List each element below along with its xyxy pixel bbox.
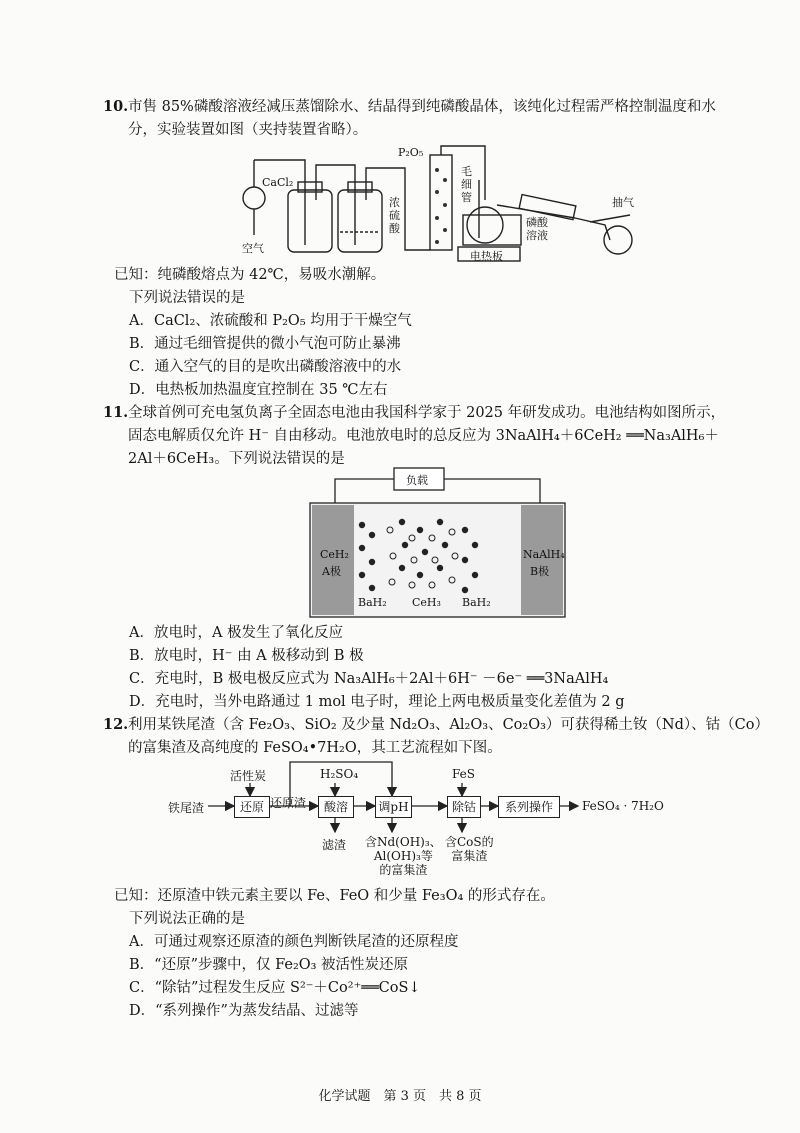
q12-option-d: D．“系列操作”为蒸发结晶、过滤等 (129, 1003, 359, 1019)
q10-stem-line1: 市售 85%磷酸溶液经减压蒸馏除水、结晶得到纯磷酸晶体，该纯化过程需严格控制温度和水 (128, 99, 716, 115)
q10-number: 10. (103, 98, 129, 115)
ceh3-label: CeH₃ (412, 596, 441, 609)
q10-option-c: C．通入空气的目的是吹出磷酸溶液中的水 (129, 359, 402, 375)
step-remove-cobalt-box: 除钴 (447, 796, 481, 818)
hotplate-label: 电热板 (470, 250, 503, 263)
pump-label: 抽气 (612, 196, 634, 209)
p2o5-label: P₂O₅ (398, 146, 424, 159)
bah2-left-label: BaH₂ (358, 596, 387, 609)
nd-enriched-slag-label: 含Nd(OH)₃、 Al(OH)₃等 的富集渣 (365, 835, 442, 877)
cos-enriched-slag-label: 含CoS的 富集渣 (445, 835, 494, 863)
q10-option-a: A．CaCl₂、浓硫酸和 P₂O₅ 均用于干燥空气 (129, 313, 412, 329)
q12-ask: 下列说法正确的是 (129, 911, 245, 927)
q12-option-a: A．可通过观察还原渣的颜色判断铁尾渣的还原程度 (129, 934, 459, 950)
q11-option-b: B．放电时，H⁻ 由 A 极移动到 B 极 (129, 648, 364, 664)
step-acid-dissolve-box: 酸溶 (318, 796, 354, 818)
phosphoric-solution-label: 磷酸 溶液 (526, 216, 548, 242)
q12-option-c: C．“除钴”过程发生反应 S²⁻＋Co²⁺══CoS↓ (129, 980, 421, 996)
q11-option-c: C．充电时，B 极电极反应式为 Na₃AlH₆＋2Al＋6H⁻ －6e⁻ ══3NaAlH₄ (129, 671, 609, 687)
q11-stem-line1: 全球首例可充电氢负离子全固态电池由我国科学家于 2025 年研发成功。电池结构如图所示， (128, 405, 726, 421)
step-adjust-ph-box: 调pH (375, 796, 412, 818)
step-series-ops-box: 系列操作 (498, 796, 560, 818)
product-label: FeSO₄ · 7H₂O (582, 799, 664, 813)
q12-stem-line2: 的富集渣及高纯度的 FeSO₄•7H₂O，其工艺流程如下图。 (128, 740, 502, 756)
electrode-b-label: B极 (530, 565, 550, 578)
filter-residue-label: 滤渣 (322, 838, 347, 852)
q11-option-d: D．充电时，当外电路通过 1 mol 电子时，理论上两电极质量变化差值为 2 g (129, 694, 625, 710)
load-label: 负载 (406, 474, 428, 487)
h2so4-label: H₂SO₄ (320, 767, 359, 781)
conc-h2so4-label: 浓 硫 酸 (389, 196, 400, 235)
capillary-label: 毛 细 管 (461, 165, 472, 204)
air-label: 空气 (242, 242, 264, 255)
q11-number: 11. (103, 404, 129, 421)
flow-start-label: 铁尾渣 (168, 801, 205, 815)
q12-stem-line1: 利用某铁尾渣（含 Fe₂O₃、SiO₂ 及少量 Nd₂O₃、Al₂O₃、Co₂O₃）可获得稀土钕（Nd）、钴（Co） (128, 717, 769, 733)
bah2-right-label: BaH₂ (462, 596, 491, 609)
electrode-a-label: A极 (322, 565, 341, 578)
q10-option-b: B．通过毛细管提供的微小气泡可防止暴沸 (129, 336, 401, 352)
q11-option-a: A．放电时，A 极发生了氧化反应 (129, 625, 344, 641)
cacl2-label: CaCl₂ (262, 176, 294, 189)
q10-ask: 下列说法错误的是 (129, 290, 245, 306)
page-footer: 化学试题 第 3 页 共 8 页 (318, 1089, 482, 1104)
q11-stem-line2: 固态电解质仅允许 H⁻ 自由移动。电池放电时的总反应为 3NaAlH₄＋6CeH₂ ══Na₃AlH₆＋ (128, 428, 719, 444)
q12-number: 12. (103, 716, 129, 733)
activated-carbon-label: 活性炭 (230, 769, 267, 783)
reduced-slag-label: 还原渣 (270, 796, 307, 810)
q10-option-d: D．电热板加热温度宜控制在 35 ℃左右 (129, 382, 388, 398)
q12-option-b: B．“还原”步骤中，仅 Fe₂O₃ 被活性炭还原 (129, 957, 409, 973)
step-reduce-box: 还原 (234, 796, 270, 818)
fes-label: FeS (452, 767, 475, 781)
q12-known: 已知：还原渣中铁元素主要以 Fe、FeO 和少量 Fe₃O₄ 的形式存在。 (114, 888, 555, 904)
q10-stem-line2: 分，实验装置如图（夹持装置省略）。 (128, 122, 368, 138)
q10-known: 已知：纯磷酸熔点为 42℃，易吸水潮解。 (114, 267, 386, 283)
q11-stem-line3: 2Al＋6CeH₃。下列说法错误的是 (128, 451, 345, 467)
electrode-b-formula: NaAlH₄ (523, 548, 565, 561)
electrode-a-formula: CeH₂ (320, 548, 349, 561)
